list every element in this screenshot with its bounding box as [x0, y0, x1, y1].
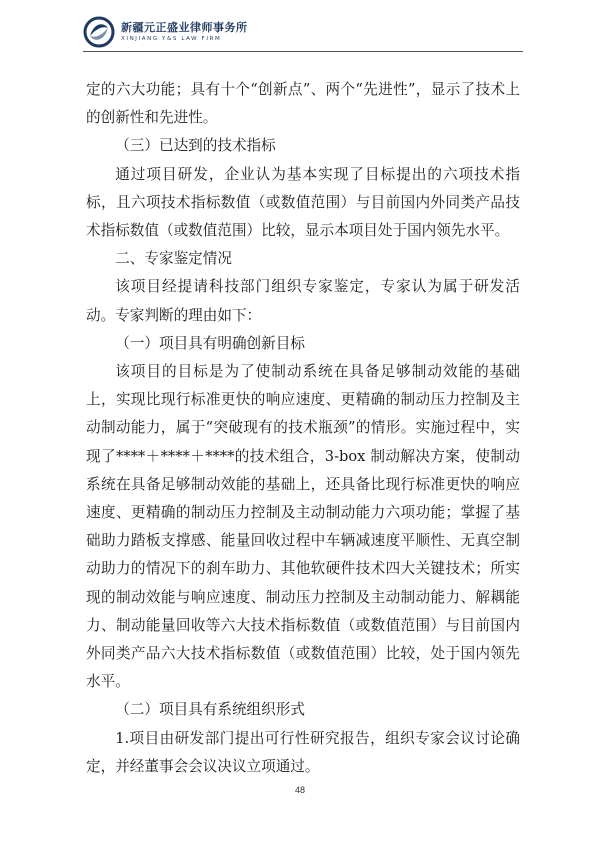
paragraph: 定的六大功能；具有十个“创新点”、两个“先进性”，显示了技术上的创新性和先进性。 [86, 81, 520, 127]
paragraph: 1.项目由研发部门提出可行性研究报告，组织专家会议讨论确定，并经董事会会议决议立项通过。 [86, 729, 520, 775]
paragraph: （二）项目具有系统组织形式 [115, 701, 305, 719]
firm-name-cn: 新疆元正盛业律师事务所 [121, 21, 248, 34]
document-body [86, 76, 520, 781]
firm-logo-icon [83, 16, 115, 48]
paragraph: （三）已达到的技术指标 [115, 137, 276, 155]
header-divider [83, 51, 523, 52]
page-number: 48 [294, 785, 305, 795]
paragraph: 通过项目研发，企业认为基本实现了目标提出的六项技术指标，且六项技术指标数值（或数值范围）与目前国内外同类产品技术指标数值（或数值范围）比较，显示本项目处于国内领先水平。 [86, 165, 520, 240]
paragraph: （一）项目具有明确创新目标 [115, 334, 305, 352]
page-header [83, 16, 523, 50]
firm-name-en: XINJIANG Y&S LAW FIRM [121, 36, 222, 42]
paragraph: 二、专家鉴定情况 [115, 250, 232, 268]
paragraph: 该项目的目标是为了使制动系统在具备足够制动效能的基础上，实现比现行标准更快的响应速度、更精确的制动压力控制及主动制动能力，属于“突破现有的技术瓶颈”的情形。实施过程中，实现了****＋****＋****的技术组合，3-box 制动解决方案，使制动系统在具备足够制动效能的基础上，还具备比现行标准更快的响应速度、更精确的制动压力控制及主动制动能力六项功能；掌握了基础助力踏板支撑感、能量回收过程中车辆减速度平顺性、无真空制动助力的情况下的刹车助力、其他软硬件技术四大关键技术；所实现的制动效能与响应速度、制动压力控制及主动制动能力、解耦能力、制动能量回收等六大技术指标数值（或数值范围）与目前国内外同类产品六大技术指标数值（或数值范围）比较，处于国内领先水平。 [86, 363, 520, 691]
paragraph: 该项目经提请科技部门组织专家鉴定，专家认为属于研发活动。专家判断的理由如下： [86, 278, 520, 324]
